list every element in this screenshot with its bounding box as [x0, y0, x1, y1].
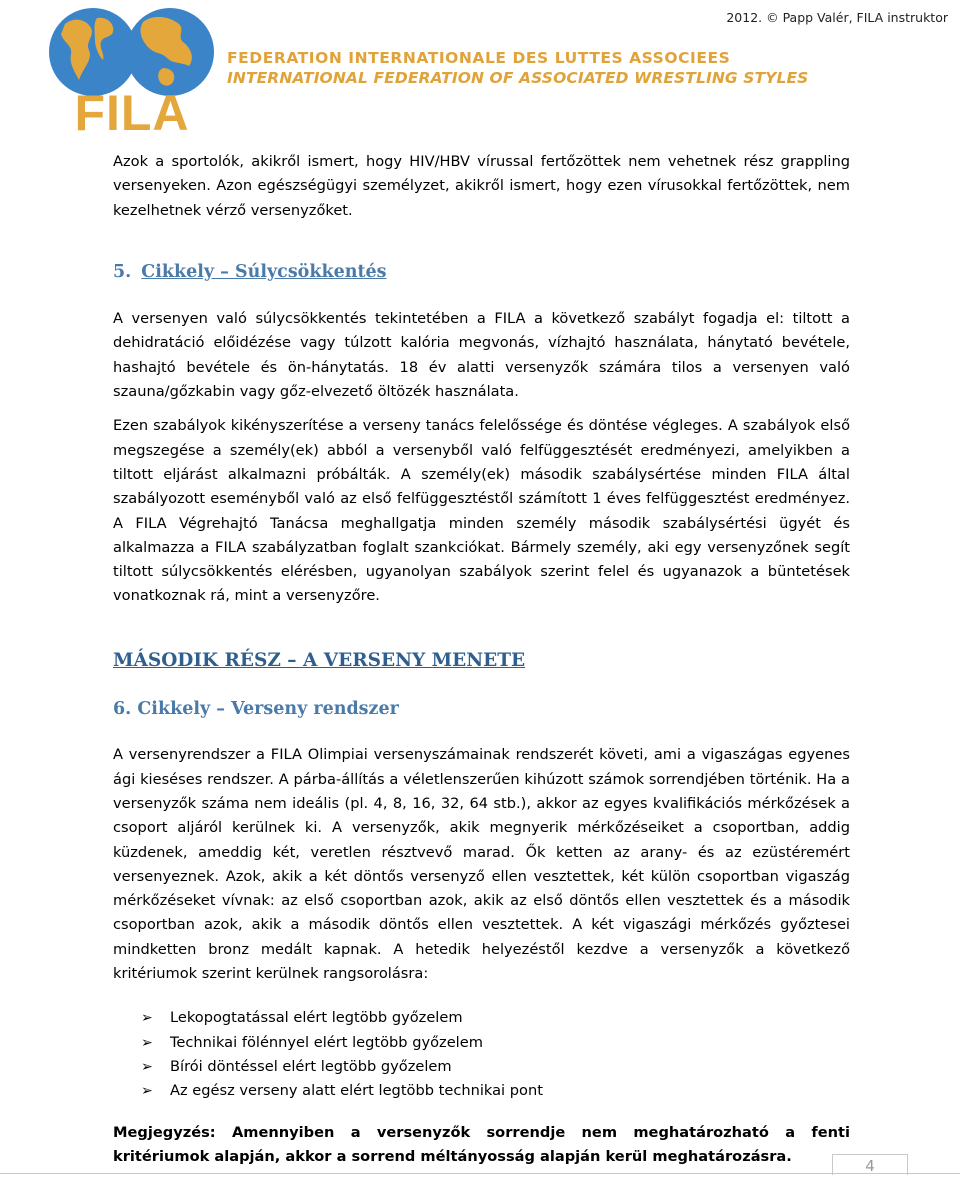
criteria-list: [113, 1006, 850, 1103]
section-5-paragraph-2: Ezen szabályok kikényszerítése a verseny tanács felelőssége és döntése végleges. A szabályok első megszegése a személy(ek) abból a versenyből való felfüggesztését eredményezi, amelyikben a tiltott eljárást alkalmazni próbálták. A személy(ek) második szabálysértése minden FILA által szabályozott eseményből való az első felfüggesztéstől számított 1 éves felfüggesztést eredményez. A FILA Végrehajtó Tanácsa meghallgatja minden személy második szabálysértési ügyét és alkalmazza a FILA szabályzatban foglalt szankciókat. Bármely személy, aki egy versenyzőnek segít tiltott súlycsökkentés elérésben, ugyanolyan szabályok szerint felel és ugyanazok a büntetések vonatkoznak rá, mint a versenyzőre.: [113, 417, 850, 605]
logo-text: FILA: [74, 85, 190, 134]
criteria-item: [113, 1031, 850, 1055]
section-5-paragraph-1: A versenyen való súlycsökkentés tekintetében a FILA a következő szabályt fogadja el: tiltott a dehidratáció előidézése vagy túlzott kalória megvonás, vízhajtó használata, hánytató bevétele, hashajtó bevétele és ön-hánytatás. 18 év alatti versenyzők számára tilos a versenyen való szauna/gőzkabin vagy gőz-elvezető öltözék használata.: [113, 310, 850, 401]
section-5-title: Cikkely – Súlycsökkentés: [141, 261, 387, 282]
header-note: 2012. © Papp Valér, FILA instruktor: [726, 10, 948, 25]
arrow-bullet-icon: ➢: [141, 1034, 153, 1051]
section-6-heading: 6. Cikkely – Verseny rendszer: [113, 699, 399, 720]
criteria-item-text: Bírói döntéssel elért legtöbb győzelem: [170, 1057, 452, 1075]
part-2-title: MÁSODIK RÉSZ – A VERSENY MENETE: [113, 649, 526, 671]
logo-globe-left: [49, 8, 137, 96]
criteria-item-text: Technikai fölénnyel elért legtöbb győzelem: [170, 1033, 483, 1051]
intro-paragraph: Azok a sportolók, akikről ismert, hogy HIV/HBV vírussal fertőzöttek nem vehetnek rész grappling versenyeken. Azon egészségügyi személyzet, akikről ismert, hogy ezen vírusokkal fertőzöttek, nem kezelhetnek vérző versenyzőket.: [113, 153, 850, 219]
criteria-item: [113, 1079, 850, 1103]
arrow-bullet-icon: ➢: [141, 1083, 153, 1100]
arrow-bullet-icon: ➢: [141, 1010, 153, 1027]
footer-rule: [0, 1173, 960, 1174]
document-body: [113, 150, 850, 1169]
section-5-heading: [113, 260, 850, 284]
page-number: 4: [832, 1154, 908, 1175]
criteria-item: [113, 1055, 850, 1079]
org-names: [227, 48, 808, 88]
section-5-number: 5.: [113, 261, 132, 282]
arrow-bullet-icon: ➢: [141, 1058, 153, 1075]
org-name-french: FEDERATION INTERNATIONALE DES LUTTES ASSOCIEES: [227, 49, 731, 67]
criteria-item-text: Az egész verseny alatt elért legtöbb technikai pont: [170, 1082, 543, 1100]
criteria-item: [113, 1006, 850, 1030]
org-name-english: INTERNATIONAL FEDERATION OF ASSOCIATED WRESTLING STYLES: [227, 69, 809, 87]
section-6-paragraph: A versenyrendszer a FILA Olimpiai versenyszámainak rendszerét követi, ami a vigaszágas egyenes ági kieséses rendszer. A párba-állítás a véletlenszerűen kihúzott számok sorrendjében történik. Ha a versenyzők száma nem ideális (pl. 4, 8, 16, 32, 64 stb.), akkor az egyes kvalifikációs mérkőzések a csoport aljáról kerülnek ki. A versenyzők, akik megnyerik mérkőzéseiket a csoportban, addig küzdenek, ameddig két, veretlen résztvevő marad. Ők ketten az arany- és az ezüstéremért versenyeznek. Azok, akik a két döntős versenyző ellen vesztettek, két külön csoportban vigaszág mérkőzéseket vívnak: az első csoportban azok, akik az első döntős ellen vesztettek és a második csoportban azok, akik a második döntős ellen vesztettek. A két vigaszági mérkőzés győztesei mindketten bronz medált kapnak. A hetedik helyezéstől kezdve a versenyzők a következő kritériumok szerint kerülnek rangsorolásra:: [113, 746, 850, 983]
note-paragraph: Megjegyzés: Amennyiben a versenyzők sorrendje nem meghatározható a fenti kritériumok alapján, akkor a sorrend méltányosság alapján kerül meghatározásra.: [113, 1123, 850, 1165]
criteria-item-text: Lekopogtatással elért legtöbb győzelem: [170, 1009, 463, 1027]
fila-logo: [45, 2, 220, 134]
